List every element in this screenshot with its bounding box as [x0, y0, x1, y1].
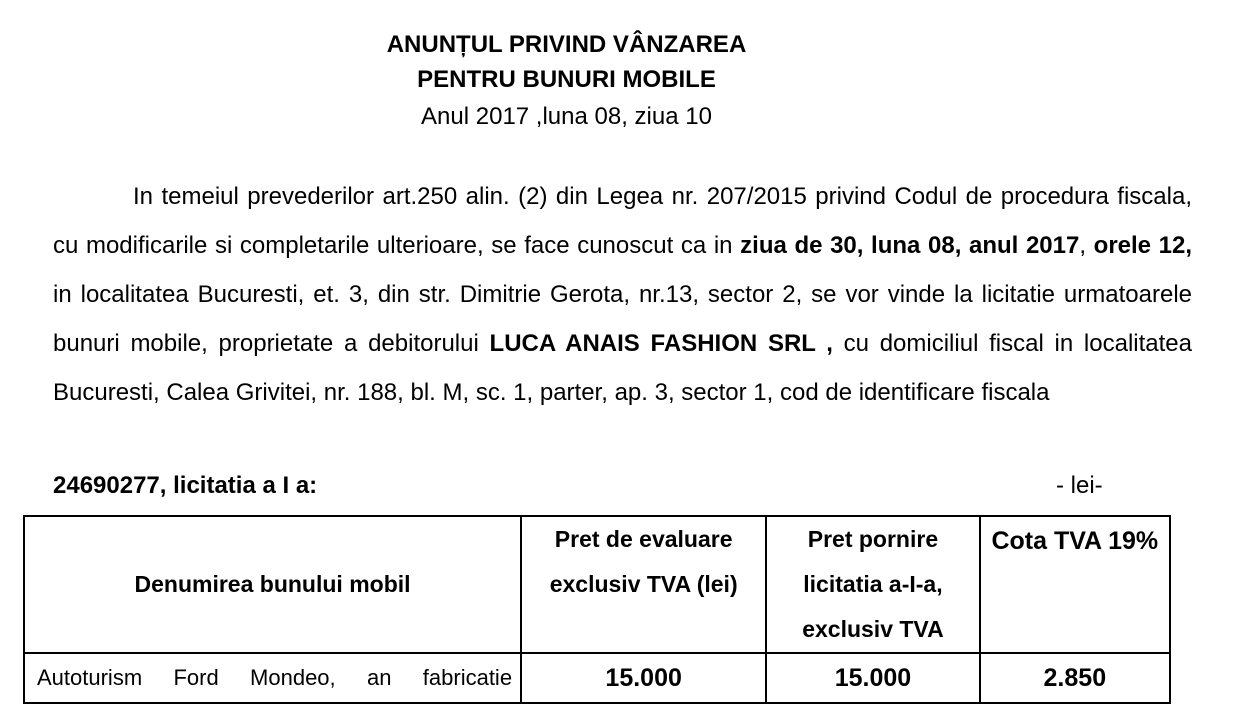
- header-evaluation-price: Pret de evaluare exclusiv TVA (lei): [521, 516, 766, 653]
- currency-label: - lei-: [1056, 472, 1103, 499]
- header-vat: Cota TVA 19%: [980, 516, 1170, 653]
- auction-hour: orele 12,: [1093, 232, 1193, 259]
- fiscal-code-line: [53, 466, 1192, 506]
- paragraph-text-3: in localitatea Bucuresti, et. 3, din str. Dimitrie Gerota, nr.13, sector 2, se vor vinde la licitatie urmatoarele bunuri mobile, proprietate a debitorului: [53, 281, 1192, 357]
- header-item-name: Denumirea bunului mobil: [24, 516, 521, 653]
- table-header-row: [24, 516, 1170, 653]
- vat-cell: 2.850: [980, 653, 1170, 703]
- fiscal-code: 24690277, licitatia a I a:: [53, 472, 318, 499]
- goods-table: [23, 515, 1171, 704]
- evaluation-price-cell: 15.000: [521, 653, 766, 703]
- announcement-paragraph: [53, 172, 1192, 417]
- paragraph-text-4: cu domiciliul fiscal in localitatea Bucuresti, Calea Grivitei, nr. 188, bl. M, sc. 1, parter, ap. 3, sector 1, cod de identificare fiscala: [53, 330, 1193, 406]
- header-starting-price: Pret pornire licitatia a-I-a, exclusiv TVA: [766, 516, 979, 653]
- paragraph-text-2: ,: [1079, 232, 1094, 259]
- auction-date: ziua de 30, luna 08, anul 2017: [740, 232, 1080, 259]
- table-row: [24, 653, 1170, 703]
- document-title: ANUNȚUL PRIVIND VÂNZAREA: [386, 31, 747, 58]
- document-date: Anul 2017 ,luna 08, ziua 10: [421, 103, 712, 130]
- document-subtitle: PENTRU BUNURI MOBILE: [417, 66, 716, 93]
- debtor-name: LUCA ANAIS FASHION SRL ,: [489, 330, 833, 357]
- paragraph-text-1: In temeiul prevederilor art.250 alin. (2) din Legea nr. 207/2015 privind Codul de procedura fiscala, cu modificarile si completarile ulterioare, se face cunoscut ca in: [53, 183, 1192, 259]
- item-name-cell: Autoturism Ford Mondeo, an fabricatie: [24, 653, 521, 703]
- starting-price-cell: 15.000: [766, 653, 979, 703]
